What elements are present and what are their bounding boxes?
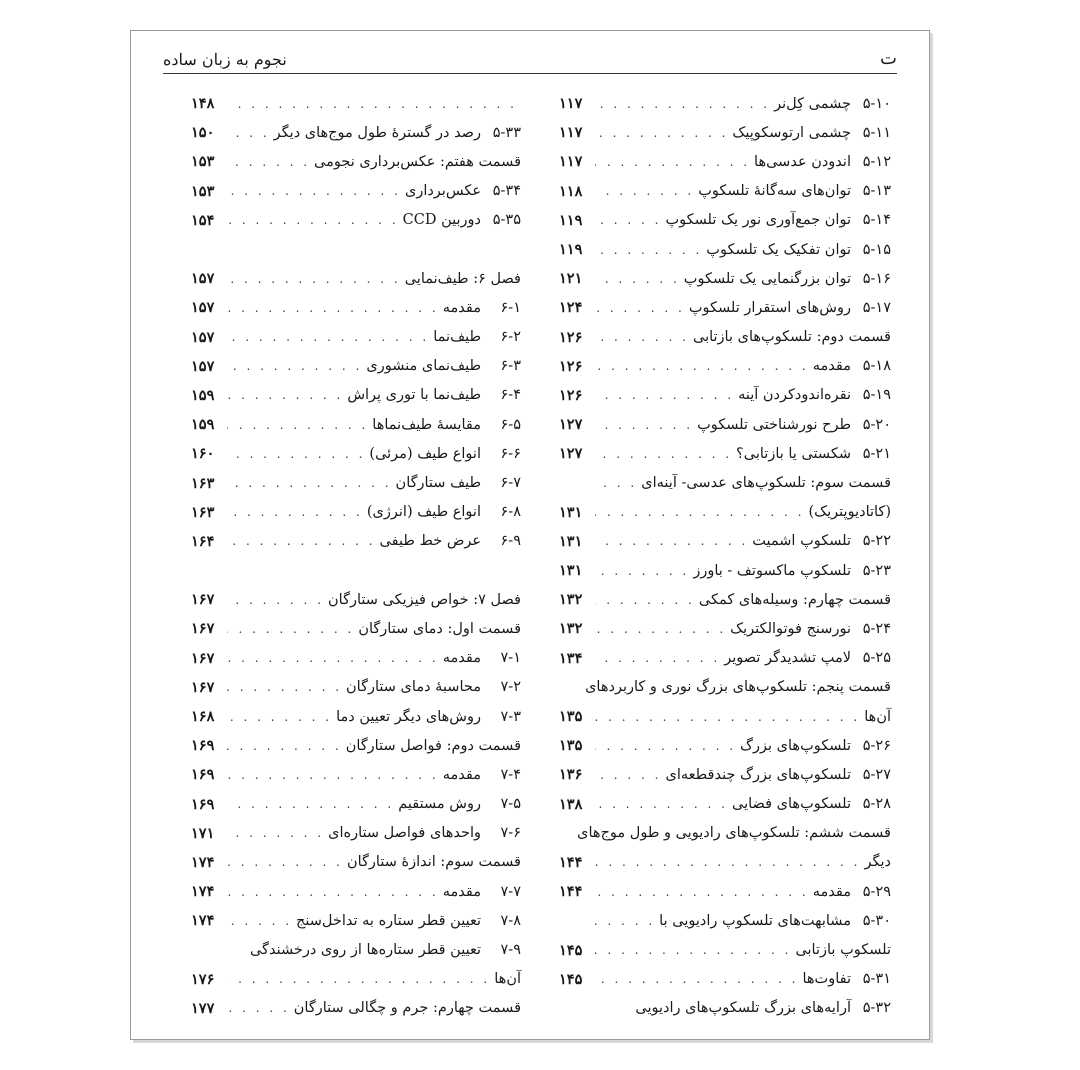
- dot-leader: [595, 710, 864, 724]
- toc-entry: [559, 177, 891, 206]
- section-number: ۵-۱۶: [862, 270, 891, 287]
- toc-entry: [191, 585, 521, 614]
- entry-title: قسمت سوم: تلسکوپ‌های عدسی- آینه‌ای: [641, 475, 891, 492]
- dot-leader: [595, 593, 699, 607]
- entry-title: تلسکوپ اشمیت: [752, 533, 851, 550]
- section-number: ۶-۲: [500, 329, 521, 346]
- dot-leader: [227, 155, 314, 169]
- dot-leader: [595, 155, 754, 169]
- toc-entry: [191, 556, 521, 585]
- page-number: ۱۶۳: [191, 503, 215, 521]
- section-number: ۵-۱۳: [862, 183, 891, 200]
- section-number: ۷-۵: [500, 796, 521, 813]
- dot-leader: [595, 564, 693, 578]
- entry-title: چشمی ارتوسکوپیک: [732, 124, 851, 141]
- page-number: ۱۳۵: [559, 737, 583, 755]
- toc-left-column: [191, 89, 521, 1023]
- entry-title: شکستی یا بازتابی؟: [736, 445, 851, 462]
- page-number: ۱۵۹: [191, 386, 215, 404]
- entry-title: قسمت سوم: اندازهٔ ستارگان: [346, 854, 521, 871]
- entry-title: تفاوت‌ها: [802, 971, 851, 988]
- section-number: ۵-۲۵: [862, 650, 891, 667]
- toc-entry: [559, 731, 891, 760]
- dot-leader: [595, 739, 740, 753]
- dot-leader: [595, 885, 813, 899]
- dot-leader: [595, 97, 774, 111]
- page-number: ۱۵۳: [191, 153, 215, 171]
- dot-leader: [227, 447, 369, 461]
- toc-entry: [191, 877, 521, 906]
- page-number: ۱۱۹: [559, 241, 583, 259]
- toc-entry: [191, 673, 521, 702]
- entry-title: توان‌های سه‌گانهٔ تلسکوپ: [698, 183, 851, 200]
- toc-entry: [191, 614, 521, 643]
- entry-title: قسمت چهارم: جرم و چگالی ستارگان: [293, 1000, 521, 1017]
- section-number: ۶-۴: [500, 387, 521, 404]
- page-number: ۱۷۴: [191, 912, 215, 930]
- toc-entry: [191, 644, 521, 673]
- page-number: ۱۶۷: [191, 620, 215, 638]
- entry-title: نورسنج فوتوالکتریک: [730, 620, 851, 637]
- toc-entry: [191, 323, 521, 352]
- toc-entry: [191, 352, 521, 381]
- page-number: ۱۲۶: [559, 328, 583, 346]
- dot-leader: [595, 534, 752, 548]
- page-number: ۱۶۷: [191, 591, 215, 609]
- dot-leader: [595, 943, 795, 957]
- entry-title: توان جمع‌آوری نور یک تلسکوپ: [665, 212, 851, 229]
- entry-title: مقدمه: [812, 883, 851, 900]
- entry-title: تلسکوپ‌های بزرگ چندقطعه‌ای: [665, 766, 851, 783]
- entry-title: مقدمه: [442, 766, 481, 783]
- section-number: ۵-۱۰: [862, 95, 891, 112]
- entry-title: مقدمه: [442, 883, 481, 900]
- entry-title: مقدمه: [812, 358, 851, 375]
- entry-title: عرض خط طیفی: [379, 533, 481, 550]
- toc-entry: [559, 673, 891, 702]
- page-number: ۱۴۴: [559, 853, 583, 871]
- entry-title: آن‌ها: [864, 708, 891, 725]
- toc-entry: [191, 439, 521, 468]
- page-number: ۱۳۲: [559, 591, 583, 609]
- section-number: ۷-۶: [500, 825, 521, 842]
- section-number: ۵-۱۷: [862, 299, 891, 316]
- toc-entry: [559, 790, 891, 819]
- toc-entry: [191, 935, 521, 964]
- entry-title: قسمت هفتم: عکس‌برداری نجومی: [314, 153, 521, 170]
- page-header: [163, 39, 897, 74]
- page-number: ۱۳۱: [559, 532, 583, 550]
- dot-leader: [227, 388, 347, 402]
- dot-leader: [595, 213, 665, 227]
- dot-leader: [595, 505, 809, 519]
- page-number: ۱۲۷: [559, 416, 583, 434]
- entry-title: قسمت ششم: تلسکوپ‌های رادیویی و طول موج‌های: [577, 825, 891, 842]
- entry-title: توان تفکیک یک تلسکوپ: [706, 241, 851, 258]
- page-number: ۱۷۴: [191, 853, 215, 871]
- dot-leader: [227, 272, 405, 286]
- entry-title: روش‌های استقرار تلسکوپ: [688, 299, 851, 316]
- dot-leader: [595, 914, 659, 928]
- dot-leader: [227, 126, 274, 140]
- page-number: ۱۳۶: [559, 766, 583, 784]
- entry-title: روش‌های دیگر تعیین دما: [336, 708, 481, 725]
- section-number: ۷-۹: [500, 942, 521, 959]
- page-number: ۱۳۸: [559, 795, 583, 813]
- entry-title: تلسکوپ‌های فضایی: [732, 796, 851, 813]
- toc-entry: [559, 702, 891, 731]
- dot-leader: [227, 739, 346, 753]
- dot-leader: [595, 243, 706, 257]
- section-number: ۶-۵: [500, 416, 521, 433]
- page-number: ۱۴۸: [191, 95, 215, 113]
- section-number: ۵-۳۱: [862, 971, 891, 988]
- toc-entry: [559, 381, 891, 410]
- toc-entry: [191, 848, 521, 877]
- toc-entry: [559, 439, 891, 468]
- entry-title: چشمی کِل‌نر: [774, 95, 851, 112]
- toc-entry: [191, 118, 521, 147]
- dot-leader: [227, 418, 372, 432]
- entry-title: قسمت پنجم: تلسکوپ‌های بزرگ نوری و کاربردهای: [585, 679, 891, 696]
- dot-leader: [595, 855, 864, 869]
- toc-entry: [559, 498, 891, 527]
- toc-entry: [559, 994, 891, 1023]
- entry-title: تعیین قطر ستاره‌ها از روی درخشندگی: [249, 942, 481, 959]
- section-number: ۵-۱۲: [862, 153, 891, 170]
- toc-entry: [559, 118, 891, 147]
- entry-title: رصد در گسترهٔ طول موج‌های دیگر: [273, 124, 481, 141]
- section-number: ۵-۲۴: [862, 620, 891, 637]
- section-number: ۵-۱۴: [862, 212, 891, 229]
- entry-title: قسمت دوم: تلسکوپ‌های بازتابی: [692, 329, 891, 346]
- toc-entry: [191, 235, 521, 264]
- toc-entry: [559, 614, 891, 643]
- dot-leader: [227, 885, 443, 899]
- page-number: ۱۴۴: [559, 883, 583, 901]
- dot-leader: [595, 272, 684, 286]
- section-number: ۷-۴: [500, 766, 521, 783]
- toc-entry: [191, 527, 521, 556]
- section-number: ۵-۳۵: [492, 212, 521, 229]
- page-number: ۱۳۱: [559, 503, 583, 521]
- section-number: ۵-۲۲: [862, 533, 891, 550]
- toc-entry: [559, 965, 891, 994]
- dot-leader: [227, 359, 366, 373]
- toc-entry: [559, 89, 891, 118]
- dot-leader: [227, 184, 405, 198]
- page-number: ۱۷۱: [191, 824, 215, 842]
- page-number: ۱۶۴: [191, 532, 215, 550]
- dot-leader: [227, 301, 443, 315]
- toc-entry: [559, 206, 891, 235]
- dot-leader: [595, 476, 641, 490]
- toc-entry: [559, 556, 891, 585]
- section-number: ۶-۶: [500, 445, 521, 462]
- toc-entry: [559, 352, 891, 381]
- entry-title: مقدمه: [442, 299, 481, 316]
- page-number: ۱۵۳: [191, 182, 215, 200]
- dot-leader: [595, 622, 730, 636]
- page-number: ۱۴۵: [559, 970, 583, 988]
- section-number: ۷-۱: [500, 650, 521, 667]
- page-number: ۱۵۷: [191, 270, 215, 288]
- page-number: ۱۷۴: [191, 883, 215, 901]
- toc-entry: [191, 498, 521, 527]
- entry-title: مقایسهٔ طیف‌نماها: [372, 416, 481, 433]
- dot-leader: [227, 534, 380, 548]
- dot-leader: [227, 710, 336, 724]
- section-number: ۶-۷: [500, 475, 521, 492]
- toc-entry: [191, 89, 521, 118]
- section-number: ۵-۲۶: [862, 737, 891, 754]
- toc-entry: [559, 527, 891, 556]
- page-number: ۱۱۷: [559, 124, 583, 142]
- dot-leader: [227, 651, 443, 665]
- dot-leader: [595, 972, 802, 986]
- dot-leader: [595, 388, 738, 402]
- toc-entry: [191, 264, 521, 293]
- page-number: ۱۵۷: [191, 357, 215, 375]
- entry-title: دوربین CCD: [402, 212, 481, 229]
- entry-title: عکس‌برداری: [404, 183, 481, 200]
- dot-leader: [227, 1001, 294, 1015]
- entry-title: دیگر: [864, 854, 891, 871]
- entry-title: طیف ستارگان: [395, 475, 481, 492]
- toc-entry: [191, 819, 521, 848]
- entry-title: انواع طیف (انرژی): [366, 504, 481, 521]
- dot-leader: [595, 126, 732, 140]
- section-number: ۵-۲۷: [862, 766, 891, 783]
- toc-entry: [559, 906, 891, 935]
- toc-entry: [191, 965, 521, 994]
- page-number: ۱۷۶: [191, 970, 215, 988]
- page-number: ۱۱۹: [559, 211, 583, 229]
- page-number: ۱۶۹: [191, 766, 215, 784]
- dot-leader: [227, 768, 443, 782]
- section-number: ۵-۲۸: [862, 796, 891, 813]
- section-number: ۵-۲۰: [862, 416, 891, 433]
- dot-leader: [227, 826, 328, 840]
- dot-leader: [227, 622, 358, 636]
- section-number: ۶-۱: [500, 299, 521, 316]
- entry-title: توان بزرگنمایی یک تلسکوپ: [683, 270, 851, 287]
- toc-entry: [559, 468, 891, 497]
- dot-leader: [227, 593, 328, 607]
- entry-title: فصل ۷: خواص فیزیکی ستارگان: [328, 591, 521, 608]
- section-number: ۵-۱۵: [862, 241, 891, 258]
- entry-title: تلسکوپ بازتابی: [795, 942, 891, 959]
- page-number: ۱۶۹: [191, 795, 215, 813]
- toc-entry: [559, 585, 891, 614]
- entry-title: طرح نورشناختی تلسکوپ: [697, 416, 851, 433]
- entry-title: تعیین قطر ستاره به تداخل‌سنج: [296, 912, 481, 929]
- page-number: ۱۳۱: [559, 562, 583, 580]
- entry-title: تلسکوپ ماکسوتف - باورز: [693, 562, 851, 579]
- section-number: ۵-۳۲: [862, 1000, 891, 1017]
- entry-title: واحدهای فواصل ستاره‌ای: [328, 825, 481, 842]
- dot-leader: [595, 184, 698, 198]
- dot-leader: [595, 301, 689, 315]
- dot-leader: [595, 651, 724, 665]
- page-number: ۱۵۰: [191, 124, 215, 142]
- page-number: ۱۴۵: [559, 941, 583, 959]
- page-number: ۱۳۴: [559, 649, 583, 667]
- toc-entry: [559, 819, 891, 848]
- dot-leader: [227, 855, 347, 869]
- section-number: ۵-۱۹: [862, 387, 891, 404]
- section-number: ۵-۱۸: [862, 358, 891, 375]
- page-number: ۱۱۸: [559, 182, 583, 200]
- toc-entry: [191, 410, 521, 439]
- entry-title: (کاتادیوپتریک): [808, 504, 891, 521]
- toc-entry: [559, 848, 891, 877]
- dot-leader: [595, 359, 813, 373]
- dot-leader: [595, 447, 736, 461]
- section-number: ۵-۳۴: [492, 183, 521, 200]
- page-number: ۱۵۷: [191, 328, 215, 346]
- toc-entry: [559, 264, 891, 293]
- section-number: ۶-۸: [500, 504, 521, 521]
- page-number: ۱۵۹: [191, 416, 215, 434]
- book-title: نجوم به زبان ساده: [163, 50, 287, 69]
- dot-leader: [227, 213, 403, 227]
- page-number: ۱۳۵: [559, 708, 583, 726]
- toc-entry: [559, 644, 891, 673]
- toc-entry: [191, 468, 521, 497]
- toc-entry: [191, 177, 521, 206]
- page-number: ۱۲۱: [559, 270, 583, 288]
- dot-leader: [227, 680, 346, 694]
- toc-entry: [559, 235, 891, 264]
- section-number: ۷-۲: [500, 679, 521, 696]
- dot-leader: [227, 330, 433, 344]
- page-number: ۱۱۷: [559, 153, 583, 171]
- page-number: ۱۵۴: [191, 211, 215, 229]
- toc-entry: [191, 147, 521, 176]
- section-number: ۵-۳۳: [492, 124, 521, 141]
- book-page: [130, 30, 930, 1040]
- toc-entry: [191, 206, 521, 235]
- entry-title: آن‌ها: [494, 971, 521, 988]
- page-number: ۱۲۴: [559, 299, 583, 317]
- toc-right-column: [559, 89, 891, 1023]
- entry-title: نقره‌اندودکردن آینه: [738, 387, 851, 404]
- page-number: ۱۷۷: [191, 999, 215, 1017]
- entry-title: روش مستقیم: [398, 796, 481, 813]
- page-number: ۱۶۰: [191, 445, 215, 463]
- section-number: ۵-۲۳: [862, 562, 891, 579]
- page-number: ۱۶۸: [191, 708, 215, 726]
- section-number: ۶-۳: [500, 358, 521, 375]
- page-number: ۱۵۷: [191, 299, 215, 317]
- toc-entry: [559, 410, 891, 439]
- toc-entry: [559, 323, 891, 352]
- entry-title: طیف‌نما با توری پراش: [347, 387, 481, 404]
- dot-leader: [227, 505, 367, 519]
- entry-title: لامپ تشدیدگر تصویر: [724, 650, 851, 667]
- toc-entry: [191, 702, 521, 731]
- section-number: ۶-۹: [500, 533, 521, 550]
- entry-title: فصل ۶: طیف‌نمایی: [404, 270, 521, 287]
- dot-leader: [595, 330, 693, 344]
- entry-title: انواع طیف (مرئی): [369, 445, 481, 462]
- section-number: ۵-۱۱: [862, 124, 891, 141]
- entry-title: تلسکوپ‌های بزرگ: [740, 737, 851, 754]
- section-number: ۷-۳: [500, 708, 521, 725]
- toc-entry: [559, 147, 891, 176]
- page-number: ۱۶۷: [191, 678, 215, 696]
- page-number: ۱۶۳: [191, 474, 215, 492]
- toc-entry: [559, 877, 891, 906]
- entry-title: قسمت دوم: فواصل ستارگان: [345, 737, 521, 754]
- page-number: ۱۱۷: [559, 95, 583, 113]
- dot-leader: [227, 97, 521, 111]
- toc-entry: [191, 790, 521, 819]
- dot-leader: [227, 914, 296, 928]
- section-number: ۷-۷: [500, 883, 521, 900]
- entry-title: طیف‌نما: [433, 329, 481, 346]
- section-number: ۵-۲۹: [862, 883, 891, 900]
- section-number: ۷-۸: [500, 912, 521, 929]
- entry-title: مشابهت‌های تلسکوپ رادیویی با: [659, 912, 851, 929]
- page-number: ۱۲۶: [559, 386, 583, 404]
- entry-title: آرایه‌های بزرگ تلسکوپ‌های رادیویی: [635, 1000, 851, 1017]
- toc-entry: [191, 906, 521, 935]
- entry-title: قسمت چهارم: وسیله‌های کمکی: [698, 591, 891, 608]
- page-number: ۱۲۷: [559, 445, 583, 463]
- entry-title: محاسبهٔ دمای ستارگان: [346, 679, 481, 696]
- entry-title: قسمت اول: دمای ستارگان: [358, 620, 521, 637]
- entry-title: اندودن عدسی‌ها: [754, 153, 851, 170]
- page-number: ۱۶۷: [191, 649, 215, 667]
- dot-leader: [595, 418, 697, 432]
- section-number: ۵-۲۱: [862, 445, 891, 462]
- page-number: ۱۶۹: [191, 737, 215, 755]
- page-number: ۱۲۶: [559, 357, 583, 375]
- dot-leader: [227, 476, 396, 490]
- toc-entry: [559, 935, 891, 964]
- toc-entry: [191, 994, 521, 1023]
- dot-leader: [227, 972, 494, 986]
- dot-leader: [595, 768, 666, 782]
- toc-entry: [559, 760, 891, 789]
- page-number: ۱۳۲: [559, 620, 583, 638]
- dot-leader: [227, 797, 398, 811]
- page-letter: ت: [880, 48, 897, 69]
- toc-entry: [191, 760, 521, 789]
- dot-leader: [595, 797, 732, 811]
- toc-entry: [191, 731, 521, 760]
- section-number: ۵-۳۰: [862, 912, 891, 929]
- entry-title: مقدمه: [442, 650, 481, 667]
- toc-entry: [559, 293, 891, 322]
- toc-entry: [191, 381, 521, 410]
- entry-title: طیف‌نمای منشوری: [366, 358, 481, 375]
- toc-entry: [191, 293, 521, 322]
